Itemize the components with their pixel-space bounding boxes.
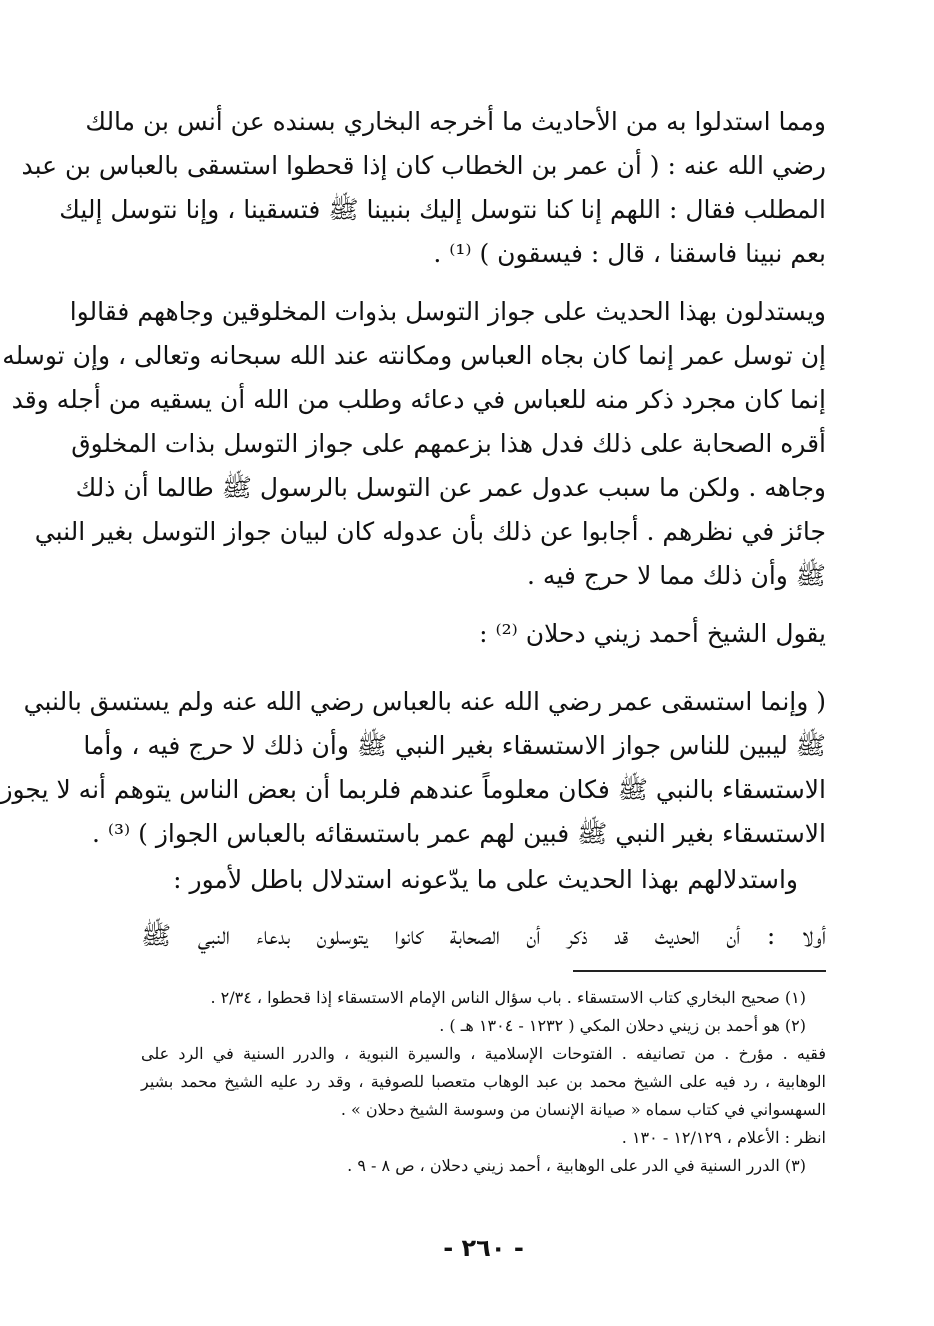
text-line: ﷺ ليبين للناس جواز الاستسقاء بغير النبي ﷺ وأن ذلك لا حرج فيه ، وأما: [83, 731, 826, 760]
footnote-separator: [573, 970, 826, 972]
text-line: جائز في نظرهم . أجابوا عن ذلك بأن عدوله كان لبيان جواز التوسل بغير النبي: [34, 517, 826, 546]
text-line: واستدلالهم بهذا الحديث على ما يدّعونه استدلال باطل لأمور :: [173, 865, 798, 894]
text-line: وجاهه . ولكن ما سبب عدول عمر عن التوسل بالرسول ﷺ طالما أن ذلك: [75, 473, 826, 502]
paragraph-rebuttal-intro: [141, 858, 798, 902]
text-line: ( وإنما استسقى عمر رضي الله عنه بالعباس رضي الله عنه ولم يستسق بالنبي: [23, 687, 826, 716]
text-line: يقول الشيخ أحمد زيني دحلان ⁽²⁾ :: [479, 619, 826, 648]
footnote-line: الوهابية ، رد فيه على الشيخ محمد بن عبد الوهاب متعصبا للصوفية ، وقد رد عليه الشيخ محمد بشير: [141, 1072, 826, 1091]
paragraph-quote: [0, 680, 826, 856]
paragraph-argument: [2, 290, 826, 598]
text-line: أولا : أن الحديث قد ذكر أن الصحابة كانوا يتوسلون بدعاء النبي ﷺ: [141, 921, 826, 950]
footnote-line: (٢) هو أحمد بن زيني دحلان المكي ( ١٢٣٢ - ١٣٠٤ هـ ) .: [439, 1016, 806, 1035]
footnote-line: السهسواني في كتاب سماه « صيانة الإنسان من وسوسة الشيخ دحلان » .: [340, 1100, 826, 1119]
text-line: إن توسل عمر إنما كان بجاه العباس ومكانته عند الله سبحانه وتعالى ، وإن توسله: [2, 341, 826, 370]
text-line: رضي الله عنه : ( أن عمر بن الخطاب كان إذا قحطوا استسقى بالعباس بن عبد: [21, 151, 826, 180]
text-line: بعم نبينا فاسقنا ، قال : فيسقون ) ⁽¹⁾ .: [433, 239, 826, 268]
page-number: - ٢٦٠ -: [443, 1234, 524, 1262]
text-line: ومما استدلوا به من الأحاديث ما أخرجه البخاري بسنده عن أنس بن مالك: [85, 107, 826, 136]
footnote-line: (١) صحيح البخاري كتاب الاستسقاء . باب سؤال الناس الإمام الاستسقاء إذا قحطوا ، ٢/٣٤ .: [210, 988, 806, 1007]
paragraph-first-point: [141, 914, 826, 958]
text-line: الاستسقاء بالنبي ﷺ فكان معلوماً عندهم فلربما أن بعض الناس يتوهم أنه لا يجوز: [0, 775, 826, 804]
text-line: ويستدلون بهذا الحديث على جواز التوسل بذوات المخلوقين وجاههم فقالوا: [69, 297, 826, 326]
footnote-line: فقيه . مؤرخ . من تصانيفه . الفتوحات الإسلامية ، والسيرة النبوية ، والدرر السنية في الرد على: [141, 1044, 826, 1063]
footnotes: [141, 984, 826, 1180]
text-line: ﷺ وأن ذلك مما لا حرج فيه .: [527, 561, 826, 590]
footnote-line: (٣) الدرر السنية في الدر على الوهابية ، أحمد زيني دحلان ، ص ٨ - ٩ .: [347, 1156, 806, 1175]
footnote-line: انظر : الأعلام ، ١٢/١٢٩ - ١٣٠ .: [621, 1128, 826, 1147]
text-line: الاستسقاء بغير النبي ﷺ فبين لهم عمر باستسقائه بالعباس الجواز ) ⁽³⁾ .: [91, 819, 826, 848]
paragraph-quote-intro: [141, 612, 826, 656]
text-line: المطلب فقال : اللهم إنا كنا نتوسل إليك بنبينا ﷺ فتسقينا ، وإنا نتوسل إليك: [59, 195, 826, 224]
text-line: إنما كان مجرد ذكر منه للعباس في دعائه وطلب من الله أن يسقيه من أجله وقد: [11, 385, 826, 414]
text-line: أقره الصحابة على ذلك فدل هذا بزعمهم على جواز التوسل بذات المخلوق: [71, 429, 826, 458]
paragraph-hadith: [21, 100, 826, 276]
